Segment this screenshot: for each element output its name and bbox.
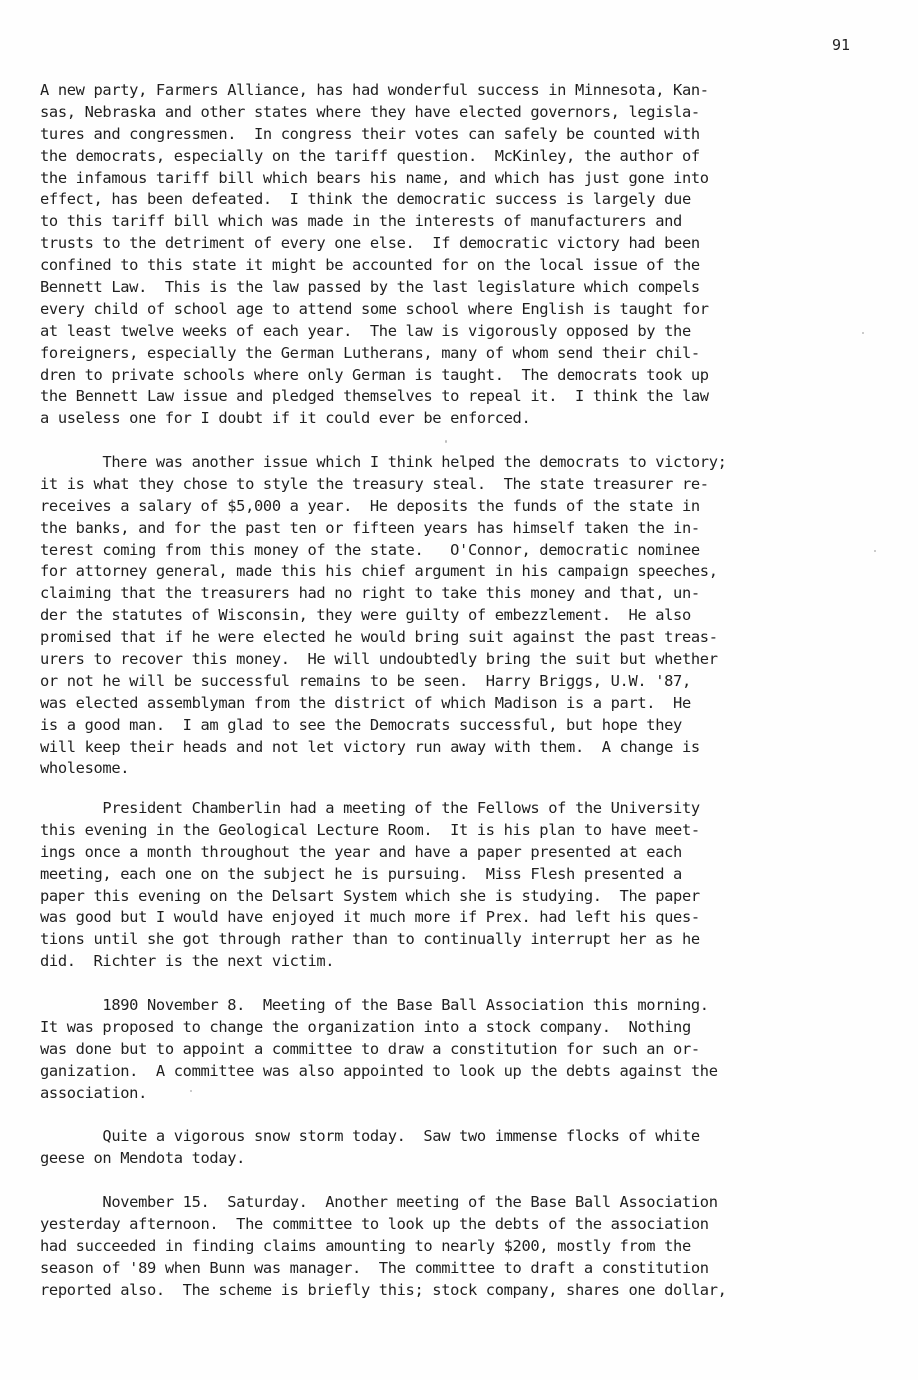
text-line: is a good man. I am glad to see the Democrats successful, but hope they	[40, 715, 682, 734]
text-line: season of '89 when Bunn was manager. The committee to draft a constitution	[40, 1258, 709, 1277]
text-line: reported also. The scheme is briefly this; stock company, shares one dollar,	[40, 1280, 727, 1299]
text-line: 1890 November 8. Meeting of the Base Ball Association this morning.	[40, 996, 709, 1014]
text-line: November 15. Saturday. Another meeting of the Base Ball Association	[40, 1193, 718, 1211]
text-line: it is what they chose to style the treasury steal. The state treasurer re-	[40, 474, 709, 493]
text-line: the banks, and for the past ten or fifteen years has himself taken the in-	[40, 518, 700, 537]
text-line: President Chamberlin had a meeting of the Fellows of the University	[40, 799, 700, 817]
text-line: or not he will be successful remains to be seen. Harry Briggs, U.W. '87,	[40, 671, 691, 690]
text-line: dren to private schools where only German is taught. The democrats took up	[40, 365, 709, 384]
text-line: geese on Mendota today.	[40, 1148, 246, 1167]
paragraph-fellows-meeting	[40, 798, 890, 973]
text-line: will keep their heads and not let victory run away with them. A change is	[40, 737, 700, 756]
paper-speck	[862, 332, 864, 334]
text-line: meeting, each one on the subject he is pursuing. Miss Flesh presented a	[40, 864, 682, 883]
text-line: promised that if he were elected he would bring suit against the past treas-	[40, 628, 718, 647]
text-line: had succeeded in finding claims amounting to nearly $200, mostly from the	[40, 1236, 691, 1255]
text-line: did. Richter is the next victim.	[40, 952, 335, 971]
text-line: yesterday afternoon. The committee to look up the debts of the association	[40, 1214, 709, 1233]
paper-speck	[445, 440, 447, 443]
text-line: this evening in the Geological Lecture Room. It is his plan to have meet-	[40, 820, 700, 839]
text-line: for attorney general, made this his chief argument in his campaign speeches,	[40, 562, 718, 581]
paragraph-treasury-issue	[40, 452, 890, 780]
text-line: tures and congressmen. In congress their votes can safely be counted with	[40, 124, 700, 143]
text-line: the infamous tariff bill which bears his name, and which has just gone into	[40, 168, 709, 187]
text-line: tions until she got through rather than to continually interrupt her as he	[40, 930, 700, 949]
text-line: foreigners, especially the German Lutherans, many of whom send their chil-	[40, 343, 700, 362]
paper-speck	[874, 550, 876, 552]
text-line: ings once a month throughout the year and have a paper presented at each	[40, 842, 682, 861]
text-line: the Bennett Law issue and pledged themselves to repeal it. I think the law	[40, 387, 709, 406]
text-line: confined to this state it might be accounted for on the local issue of the	[40, 256, 700, 275]
text-line: wholesome.	[40, 759, 130, 778]
text-line: at least twelve weeks of each year. The law is vigorously opposed by the	[40, 321, 691, 340]
text-line: urers to recover this money. He will undoubtedly bring the suit but whether	[40, 650, 718, 669]
text-line: was elected assemblyman from the district of which Madison is a part. He	[40, 693, 691, 712]
text-line: der the statutes of Wisconsin, they were guilty of embezzlement. He also	[40, 606, 691, 625]
text-line: to this tariff bill which was made in the interests of manufacturers and	[40, 212, 682, 231]
text-line: It was proposed to change the organization into a stock company. Nothing	[40, 1017, 691, 1036]
text-line: the democrats, especially on the tariff question. McKinley, the author of	[40, 146, 700, 165]
text-line: claiming that the treasurers had no right to take this money and that, un-	[40, 584, 700, 603]
text-line: Quite a vigorous snow storm today. Saw two immense flocks of white	[40, 1127, 700, 1145]
paragraph-farmers-alliance	[40, 80, 890, 430]
paper-speck	[190, 1090, 192, 1092]
text-line: was good but I would have enjoyed it much more if Prex. had left his ques-	[40, 908, 700, 927]
text-line: trusts to the detriment of every one else. If democratic victory had been	[40, 234, 700, 253]
text-line: Bennett Law. This is the law passed by the last legislature which compels	[40, 278, 700, 297]
text-line: was done but to appoint a committee to draw a constitution for such an or-	[40, 1039, 700, 1058]
text-line: a useless one for I doubt if it could ever be enforced.	[40, 409, 531, 428]
paragraph-base-ball-nov-8	[40, 995, 890, 1104]
text-line: every child of school age to attend some school where English is taught for	[40, 299, 709, 318]
text-line: effect, has been defeated. I think the democratic success is largely due	[40, 190, 691, 209]
paragraph-base-ball-nov-15	[40, 1192, 890, 1301]
text-line: paper this evening on the Delsart System which she is studying. The paper	[40, 886, 700, 905]
page-number: 91	[832, 36, 851, 54]
text-line: terest coming from this money of the state. O'Connor, democratic nominee	[40, 540, 700, 559]
text-line: A new party, Farmers Alliance, has had wonderful success in Minnesota, Kan-	[40, 81, 709, 99]
text-line: ganization. A committee was also appointed to look up the debts against the	[40, 1061, 718, 1080]
text-line: sas, Nebraska and other states where they have elected governors, legisla-	[40, 102, 700, 121]
text-line: association.	[40, 1083, 147, 1102]
paragraph-snow-storm	[40, 1126, 890, 1170]
text-line: receives a salary of $5,000 a year. He deposits the funds of the state in	[40, 496, 700, 515]
text-line: There was another issue which I think helped the democrats to victory;	[40, 453, 727, 471]
